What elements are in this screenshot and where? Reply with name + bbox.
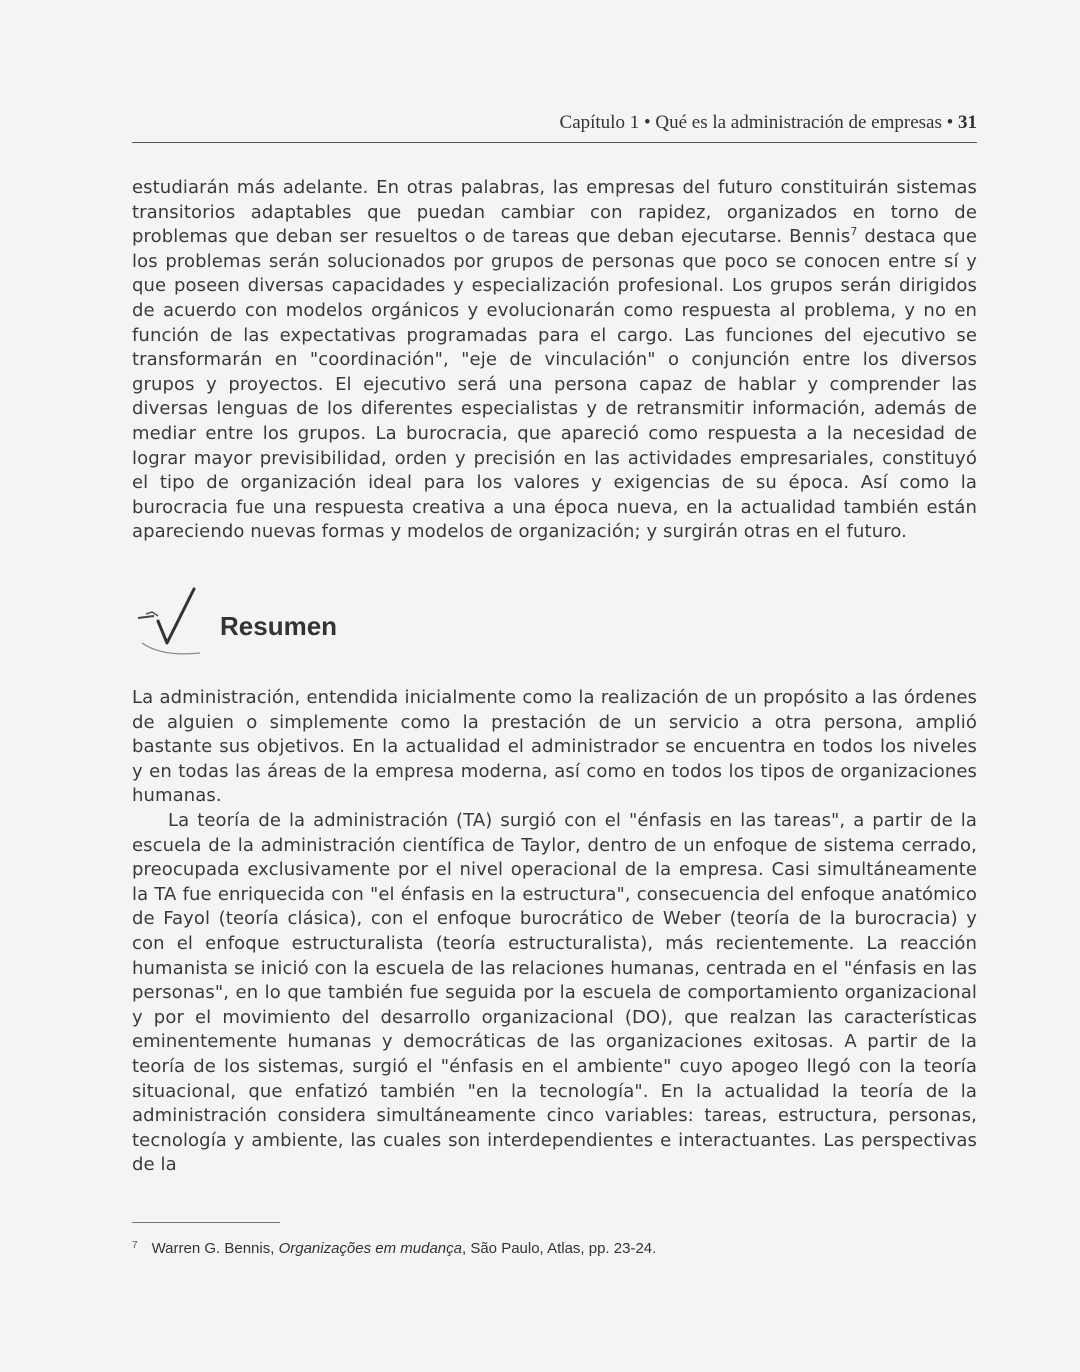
continuation-paragraph [132,176,977,545]
running-header [132,112,977,143]
running-title: Capítulo 1 • Qué es la administración de empresas • [559,112,958,133]
footnote-divider [132,1222,280,1223]
footnote-reference[interactable]: 7 [850,225,858,239]
section-title: Resumen [220,611,338,641]
page-number: 31 [958,112,977,133]
footnote-author: Warren G. Bennis, [151,1240,279,1257]
summary-paragraph-2: La teoría de la administración (TA) surgió con el "énfasis en las tareas", a partir de la escuela de la administración científica de Taylor, dentro de un enfoque de sistema cerrado, preocupada exclusivamente por el nivel operacional de la empresa. Casi simultáneamente la TA fue enriquecida con "el énfasis en la estructura", consecuencia del enfoque anatómico de Fayol (teoría clásica), con el enfoque burocrático de Weber (teoría de la burocracia) y con el enfoque estructuralista (teoría estructuralista), más recientemente. La reacción humanista se inició con la escuela de las relaciones humanas, centrada en el "énfasis en las personas", en lo que también fue seguida por la escuela de comportamiento organizacional y por el movimiento del desarrollo organizacional (DO), que realzan las características eminentemente humanas y democráticas de las organizaciones exitosas. A partir de la teoría de los sistemas, surgió el "énfasis en el ambiente" cuyo apogeo llegó con la teoría situacional, que enfatizó también "en la tecnología". En la actualidad la teoría de la administración considera simultáneamente cinco variables: tareas, estructura, personas, tecnología y ambiente, las cuales son interdependientes e interactuantes. Las perspectivas de la [132,809,977,1176]
paragraph-text-before-ref: estudiarán más adelante. En otras palabras, las empresas del futuro constituirán sistemas transitorios adaptables que puedan cambiar con rapidez, organizados en torno de problemas que deban ser resueltos o de tareas que deban ejecutarse. Bennis [132,177,977,248]
summary-paragraph-1: La administración, entendida inicialmente como la realización de un propósito a las órdenes de alguien o simplemente como la prestación de un servicio a otra persona, amplió bastante sus objetivos. En la actualidad el administrador se encuentra en todos los niveles y en todas las áreas de la empresa moderna, así como en todos los tipos de organizaciones humanas. [132,687,977,807]
footnote-mark: 7 [132,1240,138,1251]
footnote-book-title: Organizações em mudança [278,1240,462,1257]
paragraph-text-after-ref: destaca que los problemas serán solucionados por grupos de personas que poco se conocen entre sí y que poseen diversas capacidades y especialización profesional. Los grupos serán dirigidos de acuerdo con modelos orgánicos y evolucionarán como respuesta al problema, y no en función de las expectativas programadas para el cargo. Las funciones del ejecutivo se transformarán en "coordinación", "eje de vinculación" o conjunción entre los diversos grupos y proyectos. El ejecutivo será una persona capaz de hablar y comprender las diversas lenguas de los diferentes especialistas y de retransmitir información, además de mediar entre los grupos. La burocracia, que apareció como respuesta a la necesidad de lograr mayor previsibilidad, orden y precisión en las actividades empresariales, constituyó el tipo de organización ideal para los valores y exigencias de su época. Así como la burocracia fue una respuesta creativa a una época nueva, en la actualidad también están apareciendo nuevas formas y modelos de organización; y surgirán otras en el futuro. [132,226,977,543]
summary-body [132,686,977,1178]
section-heading-resumen [132,585,532,665]
checkmark-icon [132,585,212,660]
footnote-publication: , São Paulo, Atlas, pp. 23-24. [462,1240,657,1257]
footnote [132,1240,977,1257]
